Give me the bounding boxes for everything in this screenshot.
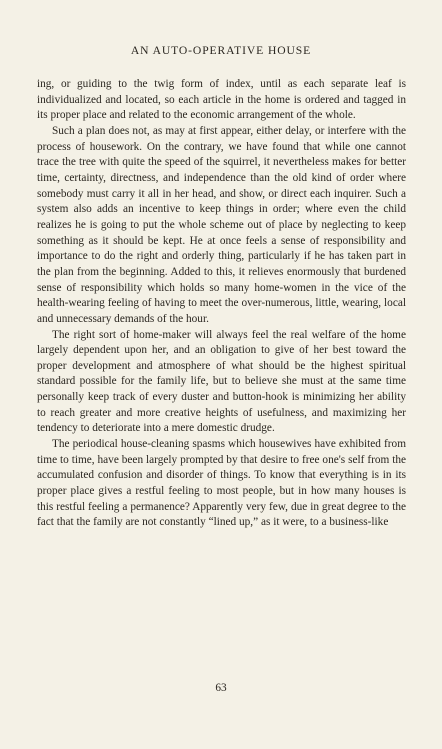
paragraph: The periodical house-cleaning spasms which housewives have exhibited from time to time, have been largely prompted by that desire to free one's self from the accumulated confusion and disorder of things. To know that everything is in its proper place gives a restful feeling to most people, but in how many houses is this restful feeling a permanence? Apparently very few, due in great degree to the fact that the family are not constantly “lined up,” as it were, to a business-like xyxy=(37,438,406,529)
paragraph: The right sort of home-maker will always feel the real welfare of the home largely dependent upon her, and an obligation to give of her best toward the proper development and atmosphere of what should be the highest spiritual standard possible for the family life, but to believe she must at the same time personally keep track of every duster and button-hook is minimizing her ability to reach greater and more creative heights of usefulness, and maximizing her tendency to deteriorate into a mere domestic drudge. xyxy=(37,328,406,435)
body-text xyxy=(37,77,406,531)
page-number: 63 xyxy=(215,682,227,694)
paragraph: Such a plan does not, as may at first appear, either delay, or interfere with the process of housework. On the contrary, we have found that while one cannot trace the tree with quite the speed of the squirrel, it nevertheless makes for better time, certainty, directness, and independence than the old kind of order where somebody must carry it all in her head, and show, or direct each inquirer. Such a system also adds an incentive to keep things in order; where even the child realizes he is going to put the whole scheme out of place by neglecting to keep something as it should be kept. He at once feels a sense of responsibility and importance to do the right and orderly thing, particularly if he has taken part in the plan from the beginning. Added to this, it relieves enormously that burdened sense of responsibility which holds so many home-women in the vice of the health-wearing feeling of having to meet the over-numerous, little, wearing, local and unnecessary demands of the hour. xyxy=(37,124,406,325)
running-head: AN AUTO-OPERATIVE HOUSE xyxy=(130,44,312,57)
paragraph-continuation: ing, or guiding to the twig form of index, until as each separate leaf is individualized and located, so each article in the home is ordered and tagged in its proper place and related to the economic arrangement of the whole. xyxy=(37,78,406,122)
